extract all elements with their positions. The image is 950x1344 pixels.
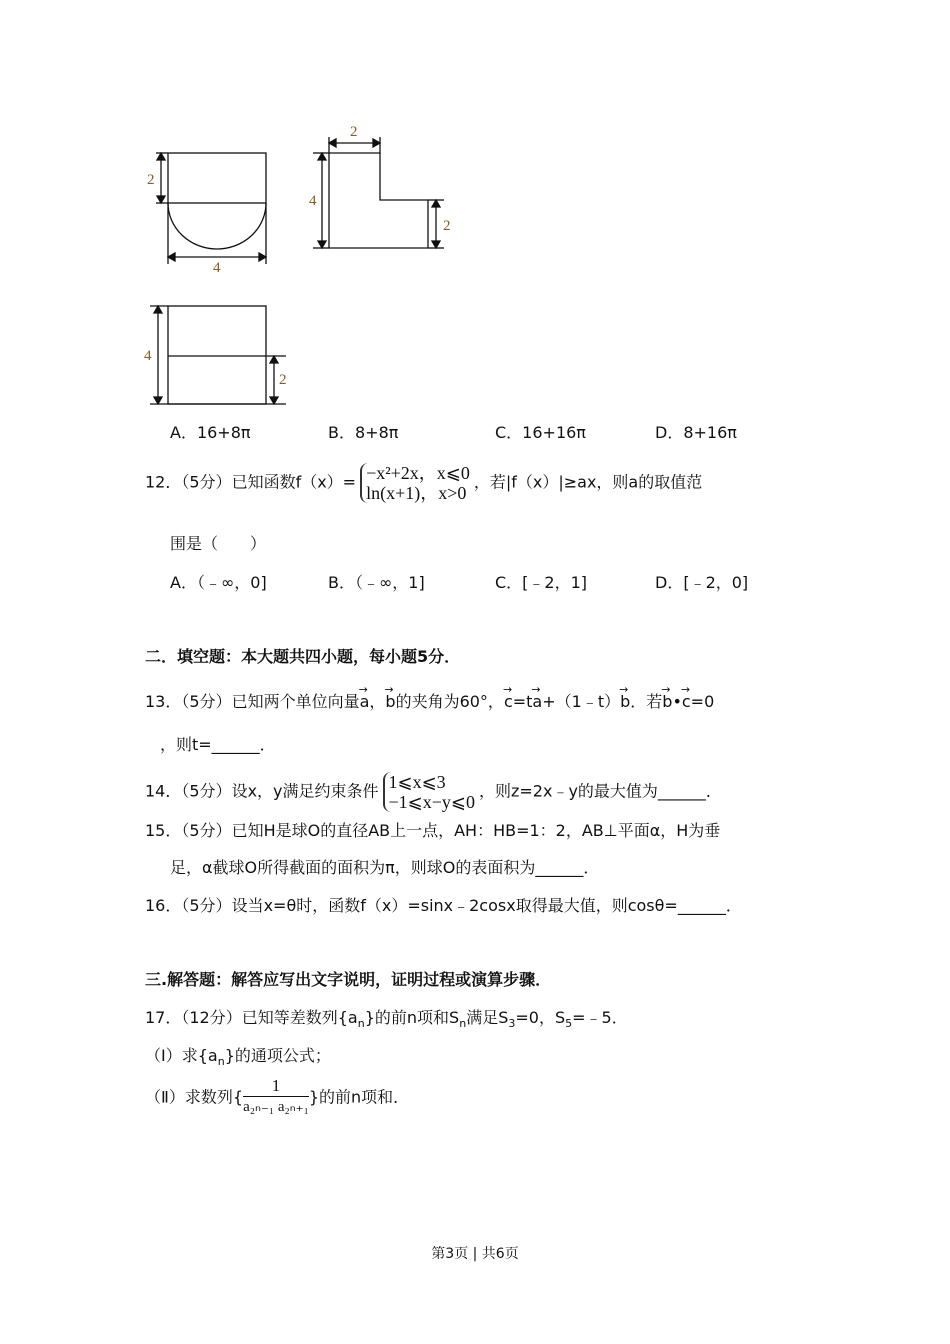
question-text: 已知等差数列{a bbox=[241, 1008, 358, 1027]
question-score: （5分） bbox=[181, 781, 232, 801]
question-number: 16． bbox=[145, 896, 182, 915]
numerator: 1 bbox=[243, 1076, 309, 1097]
constraint-system bbox=[383, 772, 475, 812]
text: =0 bbox=[690, 692, 715, 711]
text: =t bbox=[512, 692, 533, 711]
question-text: ，若|f（x）|≥ax，则a的取值范 bbox=[473, 472, 703, 492]
option-a[interactable]: A．16+8π bbox=[170, 423, 251, 442]
question-number: 14． bbox=[145, 781, 182, 801]
case: −x²+2x，x⩽0 bbox=[366, 463, 470, 483]
subscript: n bbox=[459, 1017, 467, 1031]
question-score: （12分） bbox=[181, 1008, 242, 1027]
option-b[interactable]: B．8+8π bbox=[328, 423, 399, 442]
text: }的前n项和． bbox=[308, 1087, 410, 1107]
question-text: 足，α截球O所得截面的面积为π，则球O的表面积为______． bbox=[170, 858, 600, 877]
top-view bbox=[144, 306, 287, 404]
front-view bbox=[147, 153, 266, 276]
dim-label: 4 bbox=[213, 260, 221, 276]
option-c[interactable]: C．16+16π bbox=[495, 423, 586, 442]
question-text: 已知函数f（x）= bbox=[231, 472, 357, 492]
text: （Ⅰ）求{a bbox=[145, 1046, 218, 1065]
dim-label: 2 bbox=[350, 124, 358, 140]
side-view bbox=[309, 124, 451, 248]
text: ， bbox=[369, 692, 386, 711]
question-14 bbox=[145, 772, 722, 812]
question-text: 已知两个单位向量 bbox=[231, 692, 360, 711]
question-score: （5分） bbox=[181, 692, 232, 711]
question-number: 12． bbox=[145, 472, 182, 492]
text: ．若 bbox=[630, 692, 663, 711]
question-score: （5分） bbox=[181, 472, 232, 492]
text: （Ⅱ）求数列{ bbox=[145, 1087, 244, 1107]
question-17-part-1 bbox=[145, 1045, 331, 1073]
vector-c: → c bbox=[682, 691, 691, 713]
fraction bbox=[243, 1076, 309, 1116]
question-15 bbox=[145, 820, 720, 842]
section-heading: 二．填空题：本大题共四小题，每小题5分． bbox=[145, 647, 461, 666]
question-text: ，则z=2x﹣y的最大值为______． bbox=[478, 781, 722, 801]
option-a[interactable]: A．（﹣∞，0] bbox=[170, 573, 267, 592]
option-d[interactable]: D．8+16π bbox=[655, 423, 737, 442]
case: 1⩽x⩽3 bbox=[388, 772, 446, 792]
vector-a: → a bbox=[532, 691, 542, 713]
dim-label: 2 bbox=[147, 172, 155, 188]
dim-label: 4 bbox=[144, 348, 152, 364]
vector-c: → c bbox=[504, 691, 513, 713]
case: −1⩽x−y⩽0 bbox=[388, 792, 475, 812]
question-text: 设当x=θ时，函数f（x）=sinx﹣2cosx取得最大值，则cosθ=______． bbox=[231, 896, 742, 915]
option-b[interactable]: B．（﹣∞，1] bbox=[328, 573, 425, 592]
question-12 bbox=[145, 463, 702, 503]
case: ln(x+1)，x>0 bbox=[366, 483, 467, 503]
text: +（1﹣t） bbox=[542, 692, 621, 711]
vector-b: → b bbox=[662, 691, 672, 713]
question-text: 的夹角为60°， bbox=[395, 692, 504, 711]
question-text: 设x，y满足约束条件 bbox=[231, 781, 379, 801]
question-number: 13． bbox=[145, 692, 182, 711]
text: =﹣5． bbox=[572, 1008, 628, 1027]
text: =0，S bbox=[515, 1008, 566, 1027]
subscript: n bbox=[357, 1017, 365, 1031]
question-17-part-2 bbox=[145, 1076, 409, 1116]
question-13 bbox=[145, 691, 714, 713]
question-text: 围是（ ） bbox=[170, 534, 267, 553]
denominator: a₂ₙ₋₁ a₂ₙ₊₁ bbox=[243, 1099, 309, 1115]
subscript: n bbox=[217, 1055, 225, 1069]
option-d[interactable]: D．[﹣2，0] bbox=[655, 573, 749, 592]
section-heading: 三.解答题：解答应写出文字说明，证明过程或演算步骤． bbox=[145, 970, 552, 989]
vector-b: → b bbox=[385, 691, 395, 713]
text: 满足S bbox=[466, 1008, 509, 1027]
dot-operator: • bbox=[672, 692, 682, 711]
vector-a: → a bbox=[360, 691, 370, 713]
question-score: （5分） bbox=[181, 821, 232, 840]
three-view-figure bbox=[0, 0, 950, 420]
dim-label: 2 bbox=[443, 218, 451, 234]
text: }的通项公式； bbox=[224, 1046, 331, 1065]
subscript: 5 bbox=[565, 1017, 573, 1031]
question-text: ，则t=______． bbox=[160, 735, 276, 754]
piecewise-function bbox=[360, 463, 470, 503]
question-17 bbox=[145, 1007, 628, 1035]
text: }的前n项和S bbox=[364, 1008, 460, 1027]
question-text: 已知H是球O的直径AB上一点，AH：HB=1：2，AB⊥平面α，H为垂 bbox=[231, 821, 721, 840]
option-c[interactable]: C．[﹣2，1] bbox=[495, 573, 588, 592]
dim-label: 2 bbox=[279, 372, 287, 388]
subscript: 3 bbox=[508, 1017, 516, 1031]
question-number: 15． bbox=[145, 821, 182, 840]
dim-label: 4 bbox=[309, 193, 317, 209]
vector-b: → b bbox=[620, 691, 630, 713]
question-score: （5分） bbox=[181, 896, 232, 915]
question-number: 17． bbox=[145, 1008, 182, 1027]
page-footer: 第3页 | 共6页 bbox=[431, 1246, 519, 1262]
question-16 bbox=[145, 895, 742, 917]
